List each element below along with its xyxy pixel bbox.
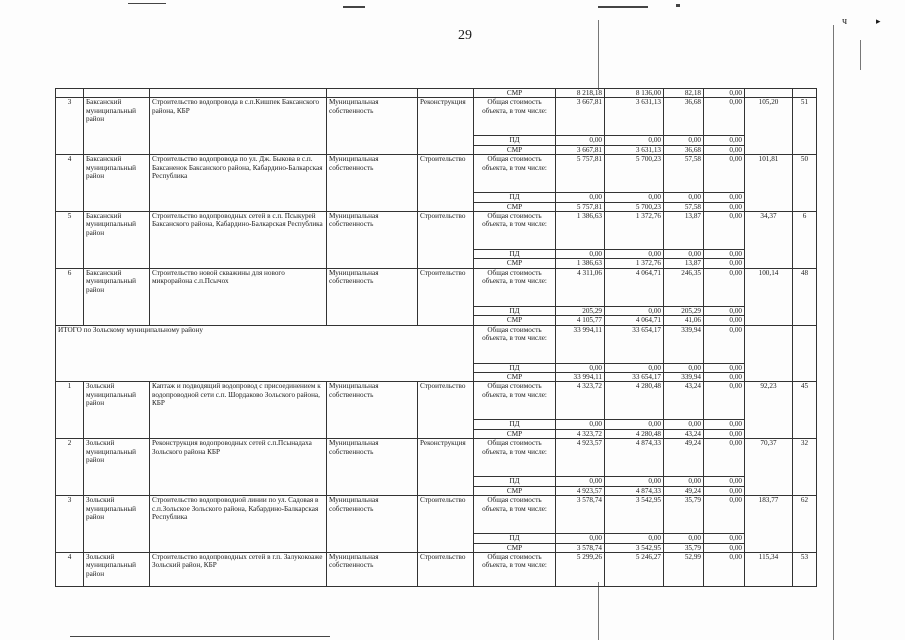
- table-cell: 4 874,33: [605, 439, 664, 477]
- table-cell: 1 386,63: [556, 212, 605, 250]
- table-cell: 4 923,57: [556, 439, 605, 477]
- table-cell: Строительство: [418, 496, 474, 553]
- table-cell: Зольский муниципальный район: [84, 439, 150, 496]
- table-cell: [418, 89, 474, 98]
- table-cell: 32: [793, 439, 817, 496]
- table-cell: 246,35: [664, 268, 704, 306]
- table-cell: 0,00: [605, 420, 664, 429]
- table-cell: 0,00: [704, 325, 745, 363]
- table-cell: 0,00: [704, 98, 745, 136]
- table-cell: СМР: [474, 89, 556, 98]
- table-cell: Общая стоимость объекта, в том числе:: [474, 552, 556, 586]
- table-cell: 1 372,76: [605, 212, 664, 250]
- table-row: [56, 98, 817, 136]
- table-cell: 0,00: [704, 250, 745, 259]
- scan-artifact-line: [128, 3, 166, 4]
- table-cell: СМР: [474, 543, 556, 552]
- scan-artifact-line: [676, 4, 680, 7]
- table-cell: 0,00: [556, 534, 605, 543]
- table-cell: Строительство: [418, 155, 474, 212]
- table-cell: 82,18: [664, 89, 704, 98]
- table-cell: 0,00: [605, 306, 664, 315]
- table-cell: 0,00: [704, 316, 745, 325]
- table-cell: Муниципальная собственность: [327, 496, 418, 553]
- table-cell: 33 654,17: [605, 325, 664, 363]
- table-cell: 0,00: [556, 420, 605, 429]
- table-cell: ПД: [474, 136, 556, 145]
- table-cell: 13,87: [664, 259, 704, 268]
- table-cell: Реконструкция водопроводных сетей с.п.Псынадаха Зольского района КБР: [150, 439, 327, 496]
- table-cell: Общая стоимость объекта, в том числе:: [474, 325, 556, 363]
- table-cell: 0,00: [704, 543, 745, 552]
- table-cell: 3: [56, 496, 84, 553]
- table-cell: 0,00: [704, 306, 745, 315]
- table-cell: Баксанский муниципальный район: [84, 155, 150, 212]
- table-row: [56, 268, 817, 306]
- table-cell: Строительство водопровода в с.п.Кишпек Баксанского района, КБР: [150, 98, 327, 155]
- table-cell: Общая стоимость объекта, в том числе:: [474, 212, 556, 250]
- table-cell: 8 136,00: [605, 89, 664, 98]
- table-cell: 4 280,48: [605, 382, 664, 420]
- table-cell: СМР: [474, 429, 556, 438]
- table-cell: 5 757,81: [556, 155, 605, 193]
- table-cell: 5 700,23: [605, 155, 664, 193]
- table-cell: 0,00: [605, 363, 664, 372]
- table-row: [56, 89, 817, 98]
- table-cell: [793, 89, 817, 98]
- table-cell: ПД: [474, 250, 556, 259]
- table-cell: [793, 325, 817, 382]
- table-cell: 45: [793, 382, 817, 439]
- table-cell: ИТОГО по Зольскому муниципальному району: [56, 325, 474, 382]
- table-cell: Строительство: [418, 212, 474, 269]
- table-cell: 3 578,74: [556, 496, 605, 534]
- table-cell: 4: [56, 552, 84, 586]
- table-cell: СМР: [474, 145, 556, 154]
- table-cell: 57,58: [664, 202, 704, 211]
- page-number: 29: [458, 28, 472, 43]
- table-cell: СМР: [474, 259, 556, 268]
- table-cell: 0,00: [704, 477, 745, 486]
- table-cell: 13,87: [664, 212, 704, 250]
- table-cell: Муниципальная собственность: [327, 98, 418, 155]
- table-cell: Общая стоимость объекта, в том числе:: [474, 98, 556, 136]
- table-cell: 33 994,11: [556, 325, 605, 363]
- table-cell: 0,00: [704, 382, 745, 420]
- corner-arrow-icon: ▸: [876, 16, 881, 26]
- table-cell: 5 299,26: [556, 552, 605, 586]
- table-cell: 0,00: [704, 373, 745, 382]
- table-cell: 205,29: [556, 306, 605, 315]
- table-cell: Каптаж и подводящий водопровод с присоединением к водопроводной сети с.п. Шордаково Зольского района, КБР: [150, 382, 327, 439]
- table-cell: 0,00: [704, 193, 745, 202]
- table-cell: 36,68: [664, 145, 704, 154]
- table-cell: 48: [793, 268, 817, 325]
- table-cell: 1 386,63: [556, 259, 605, 268]
- table-cell: ПД: [474, 363, 556, 372]
- table-cell: 4 323,72: [556, 382, 605, 420]
- table-cell: Общая стоимость объекта, в том числе:: [474, 496, 556, 534]
- table-cell: Общая стоимость объекта, в том числе:: [474, 439, 556, 477]
- table-cell: 0,00: [605, 534, 664, 543]
- table-cell: Реконструкция: [418, 98, 474, 155]
- table-cell: ПД: [474, 420, 556, 429]
- table-cell: 0,00: [704, 259, 745, 268]
- table-cell: 3 542,95: [605, 543, 664, 552]
- investment-table: [55, 88, 817, 587]
- table-cell: 34,37: [745, 212, 793, 269]
- table-cell: 33 994,11: [556, 373, 605, 382]
- table-cell: 0,00: [664, 363, 704, 372]
- table-cell: 0,00: [664, 250, 704, 259]
- table-cell: ПД: [474, 477, 556, 486]
- table-cell: Общая стоимость объекта, в том числе:: [474, 268, 556, 306]
- scan-artifact-vline: [833, 25, 834, 640]
- table-cell: 51: [793, 98, 817, 155]
- table-cell: 100,14: [745, 268, 793, 325]
- table-cell: Строительство новой скважины для нового микрорайона с.п.Псычох: [150, 268, 327, 325]
- table-cell: 4 105,77: [556, 316, 605, 325]
- table-cell: 115,34: [745, 552, 793, 586]
- table-cell: 0,00: [605, 477, 664, 486]
- table-cell: 3 542,95: [605, 496, 664, 534]
- table-cell: 0,00: [704, 155, 745, 193]
- table-cell: Строительство водопроводных сетей в с.п. Псыкурей Баксанского района, Кабардино-Балкарская Республика: [150, 212, 327, 269]
- table-cell: Строительство: [418, 552, 474, 586]
- table-cell: 4 323,72: [556, 429, 605, 438]
- table-row: [56, 382, 817, 420]
- scan-artifact-vline: [860, 40, 861, 70]
- table-cell: 0,00: [704, 89, 745, 98]
- table-cell: 35,79: [664, 543, 704, 552]
- table-cell: Баксанский муниципальный район: [84, 98, 150, 155]
- table-cell: Муниципальная собственность: [327, 268, 418, 325]
- table-cell: Муниципальная собственность: [327, 212, 418, 269]
- table-cell: [56, 89, 84, 98]
- table-cell: 0,00: [556, 363, 605, 372]
- table-cell: 6: [793, 212, 817, 269]
- table-cell: 41,06: [664, 316, 704, 325]
- table-cell: 8 218,18: [556, 89, 605, 98]
- table-cell: 0,00: [664, 534, 704, 543]
- table-cell: Общая стоимость объекта, в том числе:: [474, 382, 556, 420]
- table-cell: 0,00: [664, 193, 704, 202]
- table-row: [56, 439, 817, 477]
- table-row: [56, 325, 817, 363]
- table-cell: ПД: [474, 306, 556, 315]
- table-cell: 0,00: [704, 268, 745, 306]
- table-cell: 5 700,23: [605, 202, 664, 211]
- table-cell: 0,00: [664, 136, 704, 145]
- table-cell: Строительство водопроводных сетей в г.п. Залукокоаже Зольский район, КБР: [150, 552, 327, 586]
- table-cell: СМР: [474, 202, 556, 211]
- table-cell: [150, 89, 327, 98]
- table-cell: Зольский муниципальный район: [84, 496, 150, 553]
- table-cell: 105,20: [745, 98, 793, 155]
- table-cell: 3 631,13: [605, 98, 664, 136]
- table-cell: 5: [56, 212, 84, 269]
- table-cell: 6: [56, 268, 84, 325]
- table-cell: 1: [56, 382, 84, 439]
- table-cell: 35,79: [664, 496, 704, 534]
- table-cell: 183,77: [745, 496, 793, 553]
- table-cell: 0,00: [704, 202, 745, 211]
- table-cell: 70,37: [745, 439, 793, 496]
- scan-artifact-line: [598, 6, 648, 8]
- table-cell: 50: [793, 155, 817, 212]
- table-cell: 0,00: [605, 136, 664, 145]
- table-cell: СМР: [474, 373, 556, 382]
- table-cell: ПД: [474, 534, 556, 543]
- scan-artifact-line: [343, 6, 365, 8]
- table-cell: 0,00: [704, 429, 745, 438]
- table-cell: Муниципальная собственность: [327, 155, 418, 212]
- table-cell: Муниципальная собственность: [327, 382, 418, 439]
- table-cell: 0,00: [704, 496, 745, 534]
- table-cell: Баксанский муниципальный район: [84, 268, 150, 325]
- table-cell: 0,00: [704, 363, 745, 372]
- table-cell: 3 667,81: [556, 145, 605, 154]
- table-cell: 0,00: [556, 136, 605, 145]
- table-cell: 49,24: [664, 439, 704, 477]
- table-cell: 101,81: [745, 155, 793, 212]
- table-cell: Строительство: [418, 268, 474, 325]
- table-cell: 0,00: [556, 477, 605, 486]
- table-cell: 43,24: [664, 382, 704, 420]
- table-row: [56, 155, 817, 193]
- table-cell: 1 372,76: [605, 259, 664, 268]
- table-cell: 57,58: [664, 155, 704, 193]
- table-cell: 0,00: [704, 136, 745, 145]
- table-cell: 3 631,13: [605, 145, 664, 154]
- table-row: [56, 496, 817, 534]
- table-cell: 3 667,81: [556, 98, 605, 136]
- table-cell: 2: [56, 439, 84, 496]
- table-cell: 339,94: [664, 373, 704, 382]
- table-cell: Зольский муниципальный район: [84, 552, 150, 586]
- table-cell: 0,00: [704, 552, 745, 586]
- table-cell: 0,00: [556, 193, 605, 202]
- table-cell: Баксанский муниципальный район: [84, 212, 150, 269]
- table-cell: Общая стоимость объекта, в том числе:: [474, 155, 556, 193]
- table-cell: 3 578,74: [556, 543, 605, 552]
- table-cell: 4 874,33: [605, 486, 664, 495]
- table-cell: 0,00: [704, 212, 745, 250]
- scan-artifact-vline: [598, 20, 599, 90]
- table-cell: 3: [56, 98, 84, 155]
- table-cell: Строительство: [418, 382, 474, 439]
- table-cell: 0,00: [556, 250, 605, 259]
- table-cell: 4: [56, 155, 84, 212]
- table-cell: [745, 89, 793, 98]
- table-cell: 0,00: [605, 250, 664, 259]
- table-cell: 4 064,71: [605, 316, 664, 325]
- table-cell: 0,00: [704, 439, 745, 477]
- table-cell: 339,94: [664, 325, 704, 363]
- table-cell: [84, 89, 150, 98]
- table-cell: 33 654,17: [605, 373, 664, 382]
- table-cell: 4 311,06: [556, 268, 605, 306]
- table-cell: 53: [793, 552, 817, 586]
- table-cell: 0,00: [605, 193, 664, 202]
- table-row: [56, 212, 817, 250]
- table-cell: 4 280,48: [605, 429, 664, 438]
- table-cell: Строительство водопроводной линии по ул. Садовая в с.п.Зольское Зольского района, Кабардино-Балкарская Республика: [150, 496, 327, 553]
- corner-mark: ч: [842, 16, 848, 27]
- table-cell: ПД: [474, 193, 556, 202]
- table-cell: 62: [793, 496, 817, 553]
- table-cell: 0,00: [704, 534, 745, 543]
- table-cell: 5 246,27: [605, 552, 664, 586]
- table-cell: 36,68: [664, 98, 704, 136]
- scan-artifact-line: [70, 636, 330, 637]
- table-cell: 49,24: [664, 486, 704, 495]
- table-cell: СМР: [474, 316, 556, 325]
- table-cell: 5 757,81: [556, 202, 605, 211]
- table-cell: 0,00: [664, 420, 704, 429]
- table-cell: 205,29: [664, 306, 704, 315]
- table-row: [56, 552, 817, 586]
- table-cell: 0,00: [704, 420, 745, 429]
- table-cell: Муниципальная собственность: [327, 552, 418, 586]
- table-cell: [327, 89, 418, 98]
- table-cell: Строительство водопровода по ул. Дж. Быкова в с.п. Баксаненок Баксанского района, Кабардино-Балкарская Республика: [150, 155, 327, 212]
- table-cell: СМР: [474, 486, 556, 495]
- table-cell: 0,00: [704, 486, 745, 495]
- table-cell: [745, 325, 793, 382]
- table-cell: 43,24: [664, 429, 704, 438]
- table-cell: 92,23: [745, 382, 793, 439]
- table-cell: 4 064,71: [605, 268, 664, 306]
- table-cell: Реконструкция: [418, 439, 474, 496]
- table-cell: 52,99: [664, 552, 704, 586]
- table-cell: Муниципальная собственность: [327, 439, 418, 496]
- table-cell: Зольский муниципальный район: [84, 382, 150, 439]
- table-cell: 4 923,57: [556, 486, 605, 495]
- scan-artifact-vline: [598, 582, 599, 640]
- table-cell: 0,00: [664, 477, 704, 486]
- table-cell: 0,00: [704, 145, 745, 154]
